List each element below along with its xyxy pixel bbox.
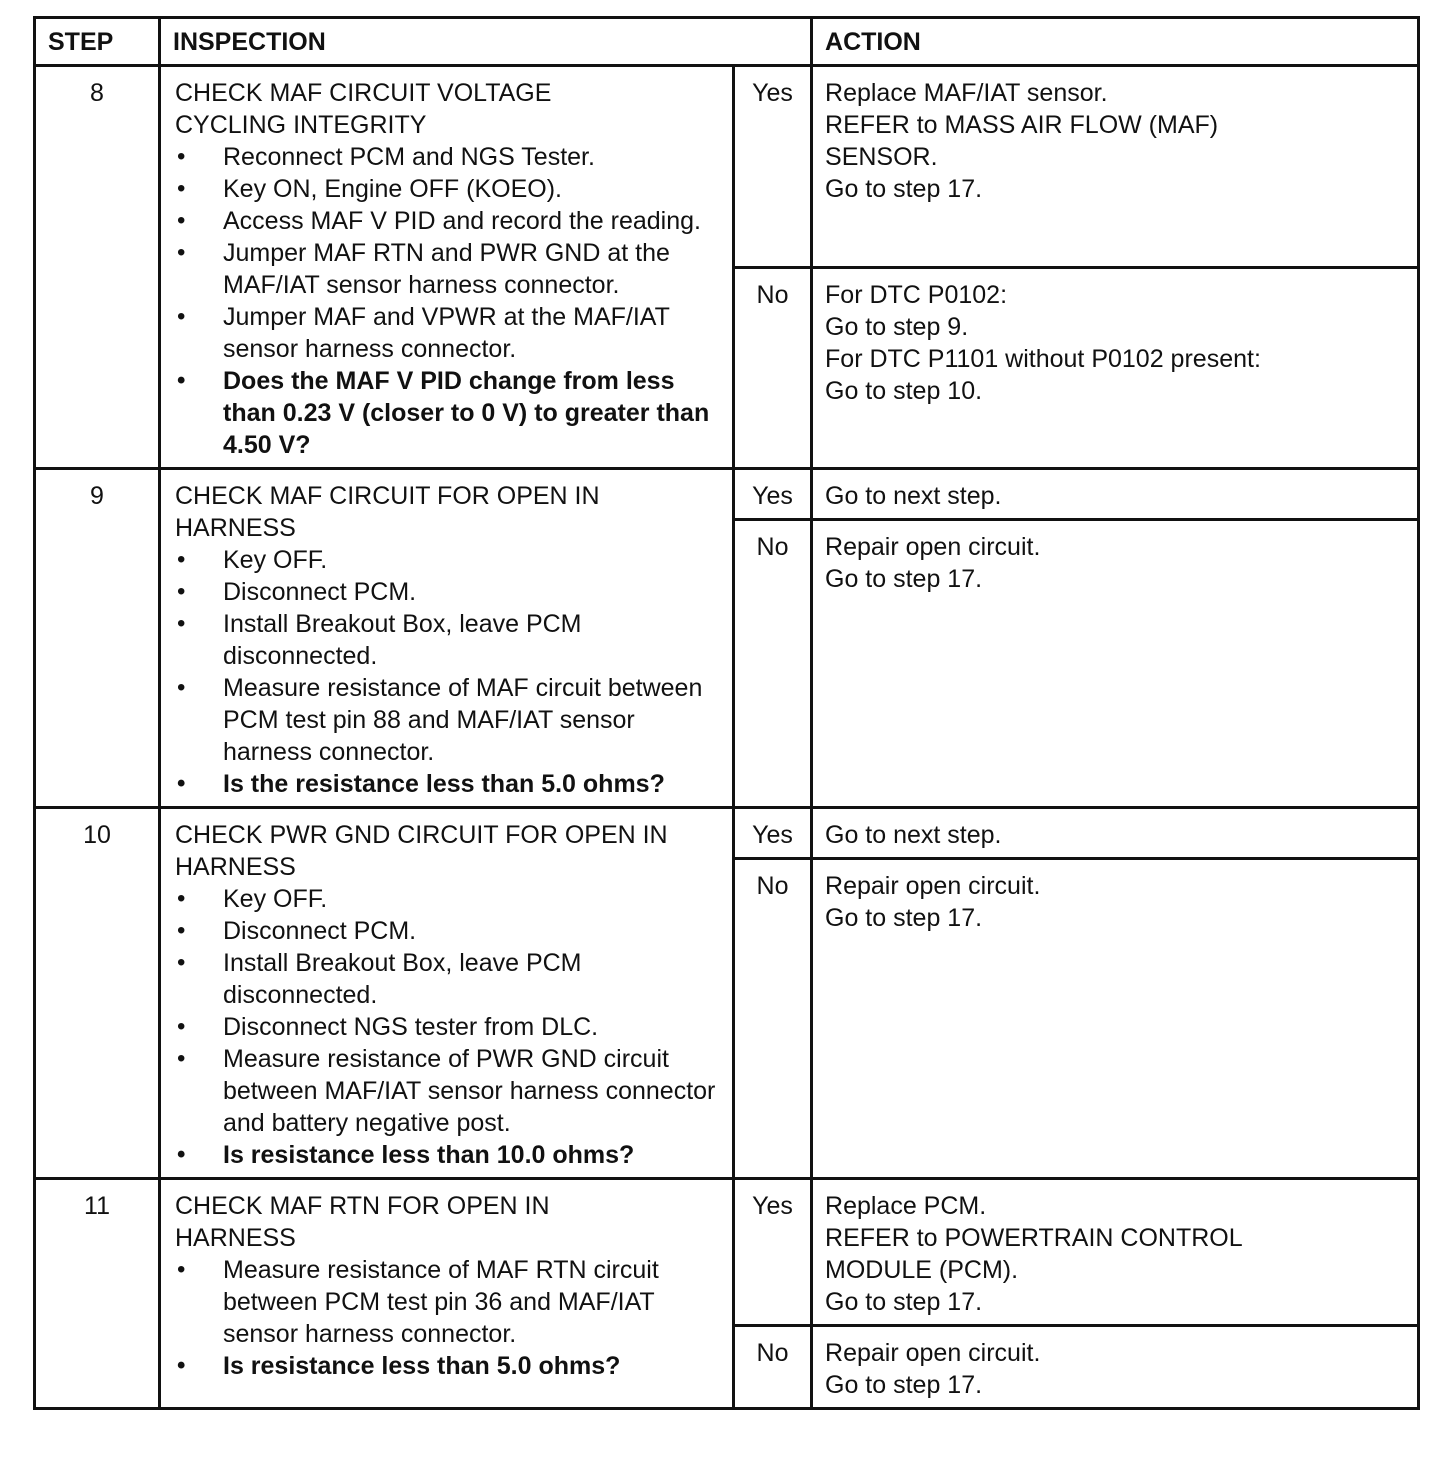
yes-action-cell	[812, 1179, 1419, 1326]
no-action-cell	[812, 1326, 1419, 1409]
action-line: Repair open circuit.	[825, 1339, 1041, 1367]
no-label: No	[734, 520, 812, 808]
inspection-title-line: HARNESS	[175, 853, 296, 881]
inspection-question: • Is the resistance less than 5.0 ohms?	[175, 768, 722, 800]
action-line: REFER to MASS AIR FLOW (MAF)	[825, 111, 1219, 139]
yes-label: Yes	[734, 66, 812, 268]
step-number: 11	[35, 1179, 160, 1409]
inspection-question: • Is resistance less than 10.0 ohms?	[175, 1139, 722, 1171]
action-line: Go to step 17.	[825, 1288, 983, 1316]
inspection-cell	[160, 66, 734, 469]
inspection-header: INSPECTION	[160, 18, 812, 66]
inspection-title-line: CHECK MAF CIRCUIT VOLTAGE	[175, 79, 552, 107]
action-line: Go to step 17.	[825, 1371, 983, 1399]
inspection-bullet: • Install Breakout Box, leave PCM disconnected.	[175, 947, 722, 1011]
action-line: Go to step 17.	[825, 565, 983, 593]
inspection-bullet: • Jumper MAF and VPWR at the MAF/IAT sensor harness connector.	[175, 301, 722, 365]
inspection-title-line: CYCLING INTEGRITY	[175, 111, 427, 139]
inspection-bullet: • Disconnect NGS tester from DLC.	[175, 1011, 722, 1043]
inspection-bullet-list	[175, 141, 722, 461]
action-line: Go to step 17.	[825, 904, 983, 932]
inspection-bullet: • Measure resistance of MAF RTN circuit between PCM test pin 36 and MAF/IAT sensor harness connector.	[175, 1254, 722, 1350]
inspection-bullet: • Key OFF.	[175, 883, 722, 915]
no-action-cell	[812, 520, 1419, 808]
inspection-title-line: CHECK MAF RTN FOR OPEN IN	[175, 1192, 550, 1220]
inspection-title-line: HARNESS	[175, 514, 296, 542]
step-row-yes	[35, 66, 1419, 268]
yes-action-cell	[812, 469, 1419, 520]
inspection-title-line: CHECK MAF CIRCUIT FOR OPEN IN	[175, 482, 600, 510]
action-line: For DTC P1101 without P0102 present:	[825, 344, 1261, 373]
action-line: Replace MAF/IAT sensor.	[825, 79, 1108, 107]
diagnostic-procedure-table	[33, 16, 1420, 1410]
yes-label: Yes	[734, 469, 812, 520]
no-action-cell	[812, 267, 1419, 469]
action-line: For DTC P0102:	[825, 280, 1008, 309]
no-label: No	[734, 267, 812, 469]
step-row-yes	[35, 1179, 1419, 1326]
inspection-cell	[160, 808, 734, 1179]
yes-label: Yes	[734, 808, 812, 859]
yes-label: Yes	[734, 1179, 812, 1326]
inspection-bullet: • Jumper MAF RTN and PWR GND at the MAF/IAT sensor harness connector.	[175, 237, 722, 301]
action-line: Go to step 10.	[825, 376, 983, 405]
yes-action-cell	[812, 66, 1419, 268]
step-number: 9	[35, 469, 160, 808]
inspection-cell	[160, 469, 734, 808]
action-line: MODULE (PCM).	[825, 1256, 1019, 1284]
inspection-bullet: • Reconnect PCM and NGS Tester.	[175, 141, 722, 173]
inspection-cell	[160, 1179, 734, 1409]
action-line: Repair open circuit.	[825, 872, 1041, 900]
action-line: SENSOR.	[825, 143, 938, 171]
header-row	[35, 18, 1419, 66]
action-line: Go to step 17.	[825, 175, 983, 203]
inspection-bullet-list	[175, 1254, 722, 1382]
inspection-bullet: • Disconnect PCM.	[175, 576, 722, 608]
inspection-bullet: • Access MAF V PID and record the reading.	[175, 205, 722, 237]
step-row-yes	[35, 808, 1419, 859]
inspection-bullet: • Install Breakout Box, leave PCM disconnected.	[175, 608, 722, 672]
inspection-bullet: • Measure resistance of MAF circuit between PCM test pin 88 and MAF/IAT sensor harness connector.	[175, 672, 722, 768]
step-number: 10	[35, 808, 160, 1179]
yes-action-cell	[812, 808, 1419, 859]
action-header: ACTION	[812, 18, 1419, 66]
inspection-question: • Is resistance less than 5.0 ohms?	[175, 1350, 722, 1382]
inspection-bullet-list	[175, 544, 722, 800]
step-number: 8	[35, 66, 160, 469]
action-line: Replace PCM.	[825, 1192, 987, 1220]
inspection-bullet: • Disconnect PCM.	[175, 915, 722, 947]
no-label: No	[734, 1326, 812, 1409]
action-line: Go to step 9.	[825, 312, 969, 341]
inspection-bullet: • Measure resistance of PWR GND circuit between MAF/IAT sensor harness connector and battery negative post.	[175, 1043, 722, 1139]
inspection-bullet-list	[175, 883, 722, 1171]
action-line: REFER to POWERTRAIN CONTROL	[825, 1224, 1243, 1252]
no-action-cell	[812, 859, 1419, 1179]
step-row-yes	[35, 469, 1419, 520]
inspection-title-line: HARNESS	[175, 1224, 296, 1252]
no-label: No	[734, 859, 812, 1179]
action-line: Repair open circuit.	[825, 533, 1041, 561]
inspection-bullet: • Key OFF.	[175, 544, 722, 576]
inspection-bullet: • Key ON, Engine OFF (KOEO).	[175, 173, 722, 205]
action-line: Go to next step.	[825, 821, 1002, 849]
inspection-title-line: CHECK PWR GND CIRCUIT FOR OPEN IN	[175, 821, 668, 849]
step-header: STEP	[35, 18, 160, 66]
inspection-question: • Does the MAF V PID change from less than 0.23 V (closer to 0 V) to greater than 4.50 V?	[175, 365, 722, 461]
action-line: Go to next step.	[825, 482, 1002, 510]
